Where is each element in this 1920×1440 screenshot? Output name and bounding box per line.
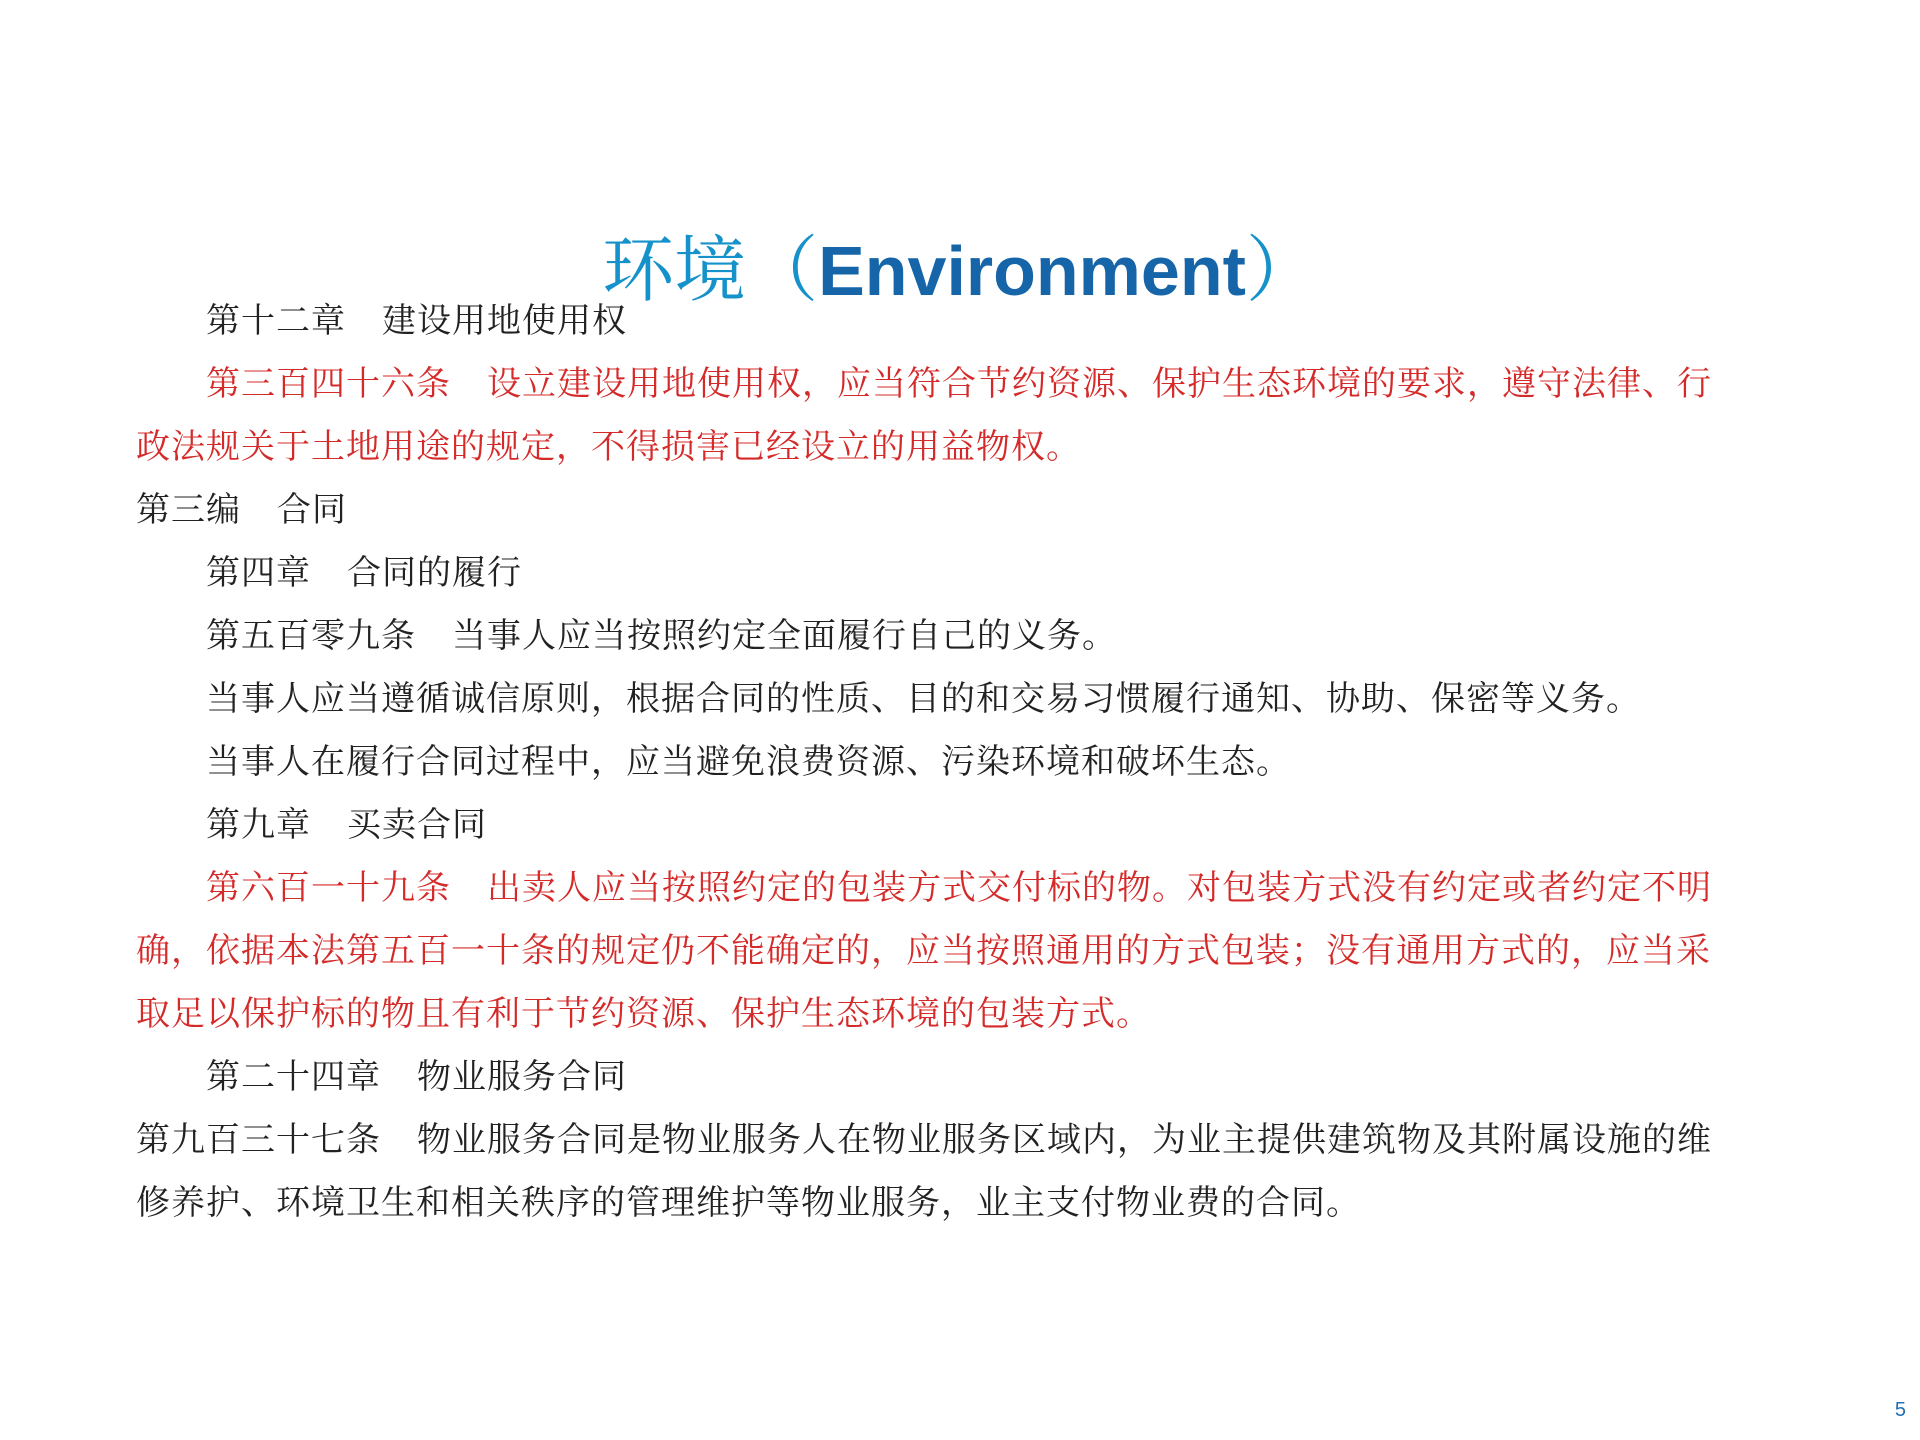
legal-text	[136, 290, 1736, 1235]
article-text: 当事人应当按照约定全面履行自己的义务。	[452, 616, 1117, 656]
article-509-para-2: 当事人应当遵循诚信原则，根据合同的性质、目的和交易习惯履行通知、协助、保密等义务。	[206, 679, 1641, 719]
title-english: Environment	[818, 232, 1246, 310]
chapter-name: 建设用地使用权	[382, 301, 627, 341]
chapter-number: 第十二章	[206, 301, 346, 341]
chapter-12-heading	[136, 290, 1736, 353]
chapter-4-heading	[136, 542, 1736, 605]
chapter-name: 物业服务合同	[417, 1057, 627, 1097]
article-619-line-3: 取足以保护标的物且有利于节约资源、保护生态环境的包装方式。	[136, 994, 1151, 1034]
article-937-line-2: 修养护、环境卫生和相关秩序的管理维护等物业服务，业主支付物业费的合同。	[136, 1183, 1361, 1223]
chapter-name: 合同的履行	[347, 553, 522, 593]
part-3-heading	[136, 479, 1736, 542]
chapter-name: 买卖合同	[347, 805, 487, 845]
article-number: 第九百三十七条	[136, 1120, 381, 1160]
title-paren-open: （	[746, 228, 819, 312]
article-619-line-2: 确，依据本法第五百一十条的规定仍不能确定的，应当按照通用的方式包装；没有通用方式的，应当采	[136, 931, 1711, 971]
part-name: 合同	[277, 490, 347, 530]
article-number: 第五百零九条	[206, 616, 416, 656]
chapter-number: 第二十四章	[206, 1057, 381, 1097]
article-text: 物业服务合同是物业服务人在物业服务区域内，为业主提供建筑物及其附属设施的维	[417, 1120, 1712, 1160]
article-number: 第六百一十九条	[206, 868, 451, 908]
article-509-para-3: 当事人在履行合同过程中，应当避免浪费资源、污染环境和破坏生态。	[206, 742, 1291, 782]
article-937-line-1	[136, 1109, 1736, 1172]
chapter-9-heading	[136, 794, 1736, 857]
part-number: 第三编	[136, 490, 241, 530]
article-346-line-2: 政法规关于土地用途的规定，不得损害已经设立的用益物权。	[136, 427, 1081, 467]
article-text: 出卖人应当按照约定的包装方式交付标的物。对包装方式没有约定或者约定不明	[487, 868, 1712, 908]
article-number: 第三百四十六条	[206, 364, 451, 404]
article-619-line-1	[136, 857, 1736, 920]
chapter-number: 第九章	[206, 805, 311, 845]
article-509-para-1	[136, 605, 1736, 668]
title-paren-close: ）	[1245, 228, 1318, 312]
title-chinese: 环境	[602, 228, 747, 312]
page-number: 5	[1894, 1399, 1906, 1421]
chapter-24-heading	[136, 1046, 1736, 1109]
chapter-number: 第四章	[206, 553, 311, 593]
article-text: 设立建设用地使用权，应当符合节约资源、保护生态环境的要求，遵守法律、行	[487, 364, 1712, 404]
article-346-line-1	[136, 353, 1736, 416]
